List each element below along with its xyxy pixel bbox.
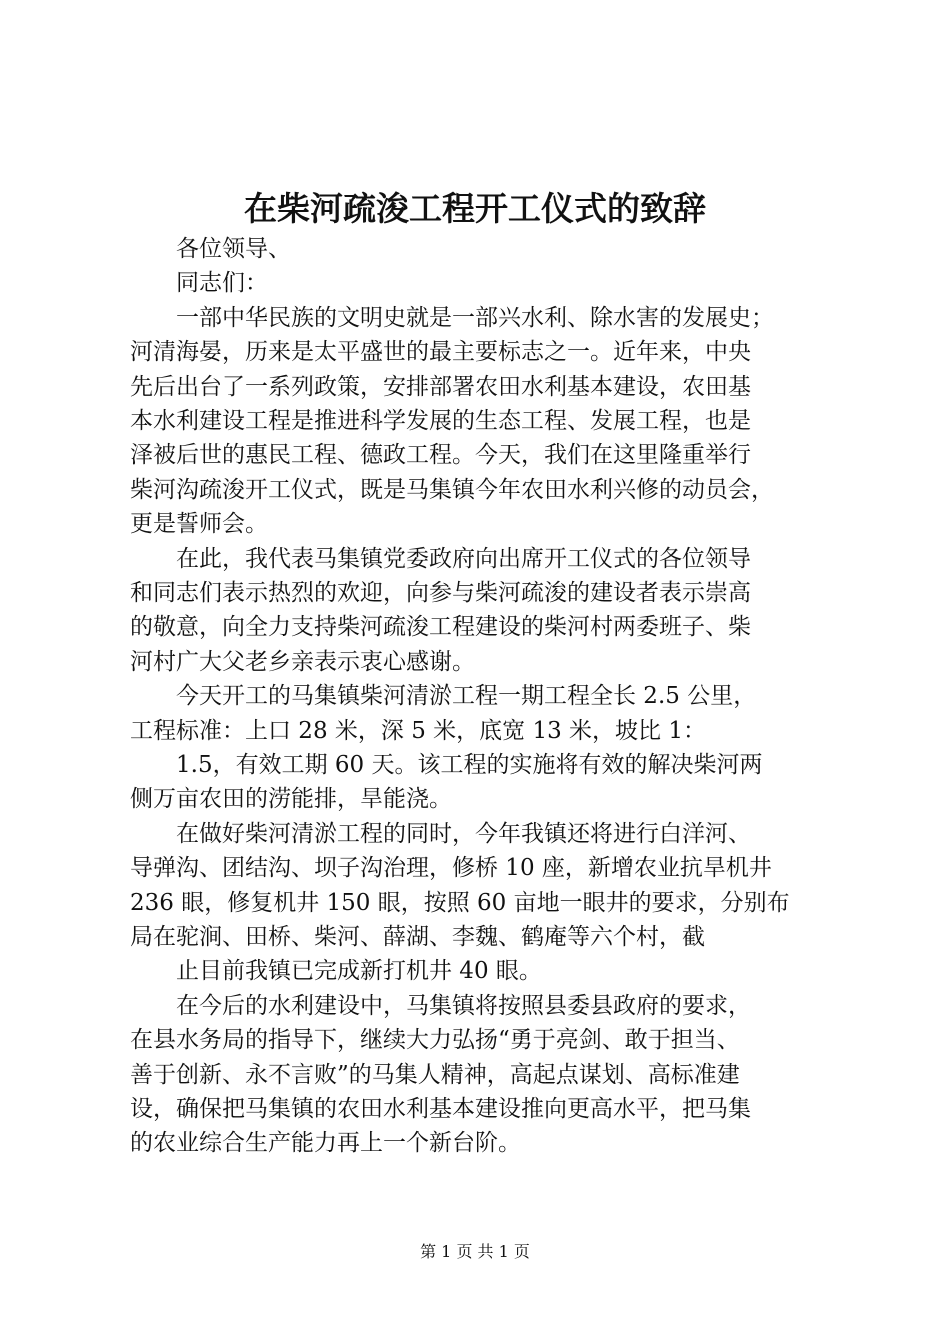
body-line: 柴河沟疏浚开工仪式，既是马集镇今年农田水利兴修的动员会， xyxy=(130,476,774,503)
body-line: 河村广大父老乡亲表示衷心感谢。 xyxy=(130,648,475,675)
body-line: 先后出台了一系列政策，安排部署农田水利基本建设，农田基 xyxy=(130,373,751,400)
body-line: 侧万亩农田的涝能排，旱能浇。 xyxy=(130,786,452,813)
body-line: 更是誓师会。 xyxy=(130,511,268,538)
body-line: 一部中华民族的文明史就是一部兴水利、除水害的发展史； xyxy=(130,304,774,331)
body-line: 设，确保把马集镇的农田水利基本建设推向更高水平，把马集 xyxy=(130,1096,751,1122)
body-line: 今天开工的马集镇柴河清淤工程一期工程全长 2.5 公里， xyxy=(130,683,757,710)
page-title: 在柴河疏浚工程开工仪式的致辞 xyxy=(244,189,706,228)
body-line: 各位领导、 xyxy=(130,236,291,262)
body-line: 止目前我镇已完成新打机井 40 眼。 xyxy=(130,958,542,985)
body-line: 的农业综合生产能力再上一个新台阶。 xyxy=(130,1130,521,1157)
body-line: 在县水务局的指导下，继续大力弘扬“勇于亮剑、敢于担当、 xyxy=(130,1027,740,1054)
body-line: 的敬意，向全力支持柴河疏浚工程建设的柴河村两委班子、柴 xyxy=(130,614,751,641)
page-footer: 第 1 页 共 1 页 xyxy=(420,1242,530,1261)
body-line: 1.5，有效工期 60 天。该工程的实施将有效的解决柴河两 xyxy=(130,752,763,778)
body-line: 在今后的水利建设中，马集镇将按照县委县政府的要求， xyxy=(130,992,751,1019)
body-line: 在此，我代表马集镇党委政府向出席开工仪式的各位领导 xyxy=(130,545,751,572)
body-line: 善于创新、永不言败”的马集人精神，高起点谋划、高标准建 xyxy=(130,1061,740,1088)
body-line: 工程标准：上口 28 米，深 5 米，底宽 13 米，坡比 1： xyxy=(130,717,706,744)
body-line: 泽被后世的惠民工程、德政工程。今天，我们在这里隆重举行 xyxy=(130,442,751,469)
body-line: 和同志们表示热烈的欢迎，向参与柴河疏浚的建设者表示崇高 xyxy=(130,580,751,606)
body-line: 本水利建设工程是推进科学发展的生态工程、发展工程，也是 xyxy=(130,408,751,434)
body-line: 在做好柴河清淤工程的同时，今年我镇还将进行白洋河、 xyxy=(130,820,751,847)
body-line: 236 眼，修复机井 150 眼，按照 60 亩地一眼井的要求，分别布 xyxy=(130,889,790,916)
body-line: 局在驼涧、田桥、柴河、薛湖、李魏、鹤庵等六个村，截 xyxy=(130,924,705,950)
body-line: 河清海晏，历来是太平盛世的最主要标志之一。近年来，中央 xyxy=(130,339,751,366)
body-line: 导弹沟、团结沟、坝子沟治理，修桥 10 座，新增农业抗旱机井 xyxy=(130,855,772,882)
body-line: 同志们： xyxy=(130,270,268,297)
